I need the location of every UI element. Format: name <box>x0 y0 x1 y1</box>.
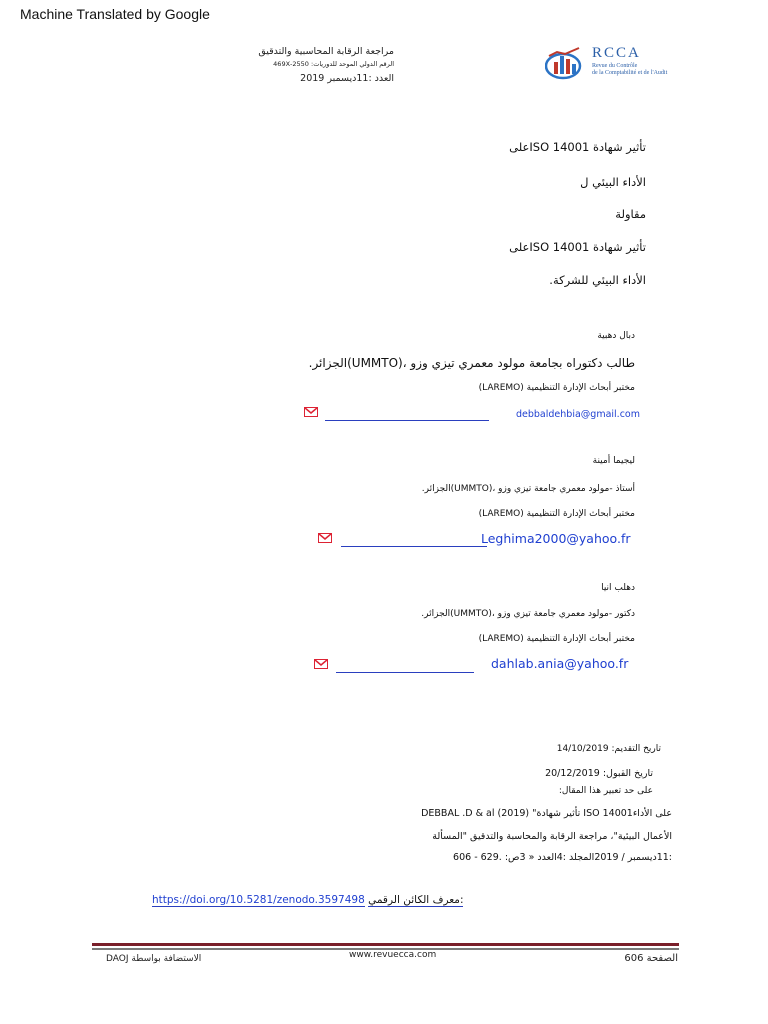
logo-line2: de la Comptabilité et de l'Audit <box>592 70 668 76</box>
mail-icon <box>304 407 318 417</box>
journal-issn: الرقم الدولي الموحد للدوريات: 2550-469X <box>273 60 394 68</box>
email-underline <box>341 546 487 547</box>
journal-logo <box>545 44 705 84</box>
author-name: دهلب انيا <box>601 583 635 593</box>
title-line: مقاولة <box>615 207 646 221</box>
logo-line1: Revue du Contrôle <box>592 63 638 69</box>
title-line: الأداء البيئي للشركة. <box>549 273 646 287</box>
author-affiliation: طالب دكتوراه بجامعة مولود معمري تيزي وزو ،(UMMTO)الجزائر. <box>308 356 635 370</box>
journal-issue: العدد :11ديسمبر 2019 <box>300 73 394 84</box>
journal-name: مراجعة الرقابة المحاسبية والتدقيق <box>258 46 394 57</box>
author-email-link[interactable]: debbaldehbia@gmail.com <box>516 409 640 420</box>
author-name: ليجيما أمينة <box>592 456 635 466</box>
author-email-link[interactable]: dahlab.ania@yahoo.fr <box>491 656 629 671</box>
doi-link[interactable]: https://doi.org/10.5281/zenodo.3597498 <box>152 894 365 906</box>
submission-date: تاريخ التقديم: 14/10/2019 <box>556 744 661 754</box>
title-line: تأثير شهادة ISO 14001على <box>509 240 646 254</box>
author-lab: مختبر أبحاث الإدارة التنظيمية (LAREMO) <box>478 383 635 393</box>
footer-page-number: الصفحة 606 <box>624 953 678 964</box>
email-underline <box>325 420 489 421</box>
footer-website[interactable]: www.revuecca.com <box>349 950 437 960</box>
footer-hosting: الاستضافة بواسطة DAOJ <box>106 954 202 964</box>
mail-icon <box>318 533 332 543</box>
title-line: الأداء البيئي ل <box>580 175 646 189</box>
citation-line: :11ديسمبر / 2019المجلد :4العدد « 3ص: .629 - 606 <box>453 852 672 863</box>
author-lab: مختبر أبحاث الإدارة التنظيمية (LAREMO) <box>478 634 635 644</box>
author-name: دبال دهبية <box>597 331 635 341</box>
email-underline <box>336 672 474 673</box>
author-email-link[interactable]: Leghima2000@yahoo.fr <box>481 531 631 546</box>
translation-banner: Machine Translated by Google <box>20 6 210 22</box>
doi-label: معرف الكائن الرقمي: <box>368 894 464 906</box>
title-line: تأثير شهادة ISO 14001على <box>509 140 646 154</box>
citation-line: DEBBAL .D & al (2019) "تأثير شهادة ISO 14001على الأداء <box>421 808 672 819</box>
logo-chart-icon <box>545 46 585 82</box>
acceptance-date: تاريخ القبول: 20/12/2019 <box>545 768 653 779</box>
citation-line: الأعمال البيئية"، مراجعة الرقابة والمحاسبة والتدقيق "المسألة <box>432 831 672 842</box>
footer-rule <box>92 943 679 946</box>
doi-row <box>152 894 463 906</box>
logo-acronym: RCCA <box>592 45 641 61</box>
author-affiliation: دكتور -مولود معمري جامعة تيزي وزو ،(UMMTO)الجزائر. <box>421 609 635 619</box>
author-lab: مختبر أبحاث الإدارة التنظيمية (LAREMO) <box>478 509 635 519</box>
author-affiliation: أستاذ -مولود معمري جامعة تيزي وزو ،(UMMTO)الجزائر. <box>421 484 635 494</box>
citation-heading: على حد تعبير هذا المقال: <box>558 786 653 796</box>
mail-icon <box>314 659 328 669</box>
